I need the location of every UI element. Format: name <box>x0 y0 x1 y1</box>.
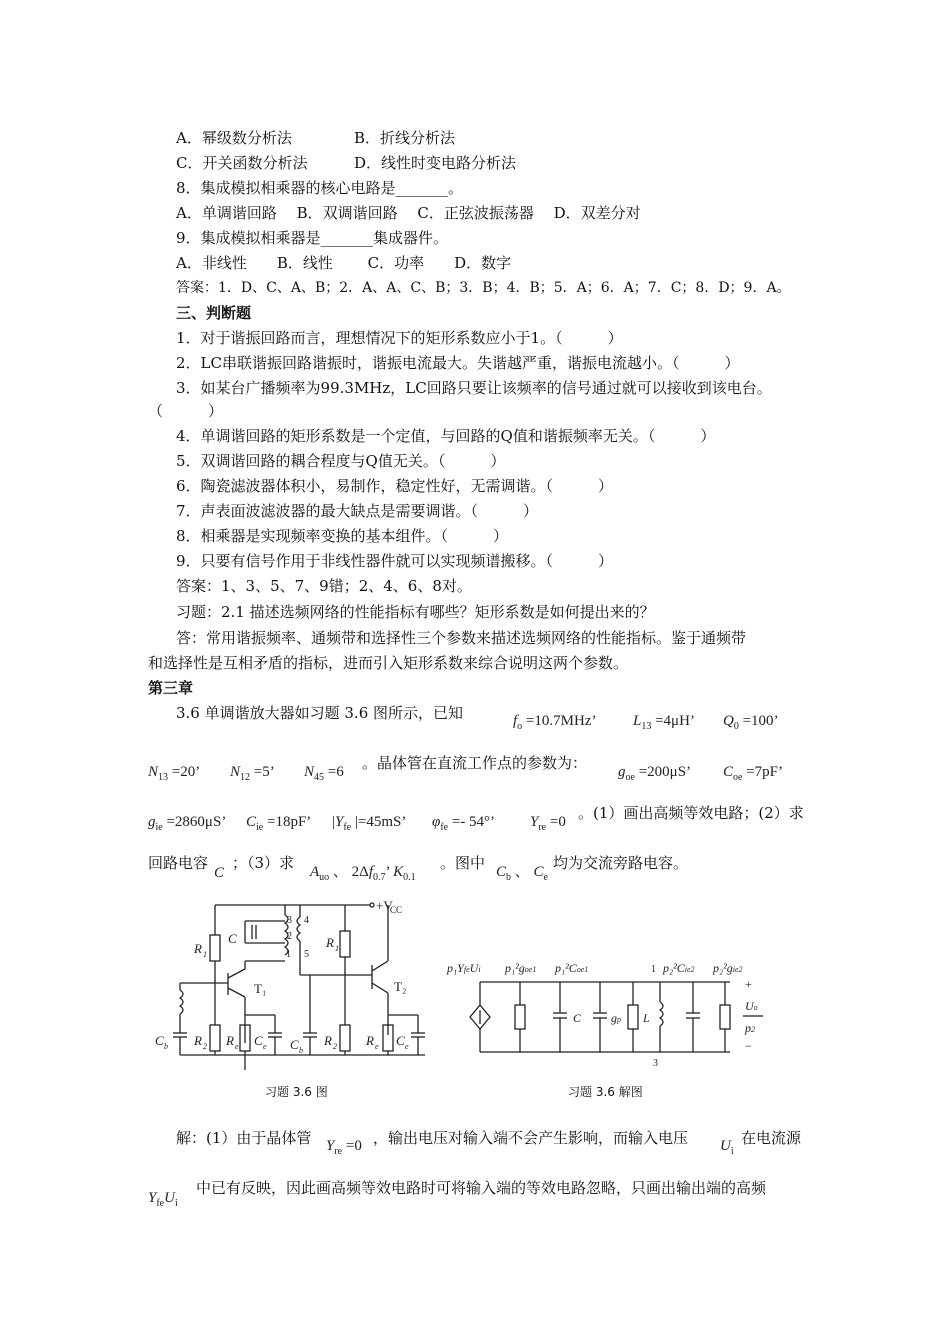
param-N12: $N_{12} =5$’ <box>230 764 275 783</box>
param-phi-fe: $\varphi_{fe} =- 54^\circ$’ <box>432 814 496 833</box>
symbols-Cb-Ce: $C_b$ 、 $C_e$ <box>496 864 548 883</box>
svg-text:e: e <box>375 1042 379 1051</box>
svg-text:C: C <box>155 1033 164 1048</box>
q7-option-c: C．开关函数分析法 <box>176 154 308 172</box>
tf-q3-line1: 3．如某台广播频率为99.3MHz，LC回路只要让该频率的信号通过就可以接收到该电台。 <box>176 379 772 397</box>
q8-options: A．单调谐回路 B．双调谐回路 C．正弦波振荡器 D．双差分对 <box>176 204 641 222</box>
svg-text:gp: gp <box>611 1011 621 1025</box>
chapter3-title: 第三章 <box>148 679 194 697</box>
svg-text:R: R <box>194 1033 202 1048</box>
section3-title: 三、判断题 <box>176 304 252 322</box>
svg-text:e: e <box>263 1042 267 1051</box>
solution-line2: 中已有反映，因此画高频等效电路时可将输入端的等效电路忽略，只画出输出端的高频 <box>196 1179 767 1197</box>
svg-text:p₂²Cie2: p₂²Cie2 <box>663 961 695 975</box>
dc-point-text: 。晶体管在直流工作点的参数为： <box>362 754 588 772</box>
svg-text:e: e <box>235 1042 239 1051</box>
tf-q2: 2．LC串联谐振回路谐振时，谐振电流最大。失谐越严重，谐振电流越小。（ ） <box>176 354 740 372</box>
tf-q8: 8．相乘器是实现频率变换的基本组件。（ ） <box>176 527 509 545</box>
param-Q0: $Q_0 =100$’ <box>723 713 779 732</box>
svg-text:R: R <box>194 941 202 956</box>
solution-YfeUi: $Y_{fe}U_i$ <box>148 1190 178 1209</box>
svg-text:p₁²Coe1: p₁²Coe1 <box>555 961 589 975</box>
param-Coe: $C_{oe} =7pF$’ <box>723 764 784 783</box>
q7-option-a: A．幂级数分析法 <box>176 129 292 147</box>
requirements-text: 。(1）画出高频等效电路；(2）求 <box>578 804 804 822</box>
svg-text:3: 3 <box>287 915 292 926</box>
param-gie: $g_{ie} =2860\mu S$’ <box>148 814 227 833</box>
solution-line1c: 在电流源 <box>741 1129 802 1147</box>
svg-text:1: 1 <box>286 949 291 960</box>
param-Cie: $C_{ie} =18pF$’ <box>246 814 312 833</box>
equivalent-circuit-diagram <box>445 950 780 1070</box>
svg-text:p₂²gie2: p₂²gie2 <box>713 961 743 975</box>
param-Yfe: $|Y_{fe}$ |=45mS’ <box>332 814 407 833</box>
svg-text:C: C <box>290 1037 299 1052</box>
solution-Yre: $Y_{re} =0$ <box>326 1138 362 1157</box>
answer-choice: 答案：1．D、C、A、B；2．A、A、C、B；3．B；4．B；5．A；6．A；7．C；8．D；9．A。 <box>176 280 791 296</box>
tf-q1: 1．对于谐振回路而言，理想情况下的矩形系数应小于1。（ ） <box>176 329 623 347</box>
svg-text:3: 3 <box>653 1058 658 1069</box>
svg-text:1: 1 <box>335 944 339 953</box>
right-figure-caption: 习题 3.6 解图 <box>568 1085 643 1099</box>
svg-text:2: 2 <box>333 1042 337 1051</box>
svg-text:R: R <box>366 1033 374 1048</box>
exercise-2-1-answer-line1: 答：常用谐振频率、通频带和选择性三个参数来描述选频网络的性能指标。鉴于通频带 <box>176 629 747 647</box>
svg-text:R: R <box>226 1033 234 1048</box>
svg-text:−: − <box>745 1039 752 1053</box>
svg-text:p₁YfeUi: p₁YfeUi <box>447 961 481 975</box>
solution-line1a: 解：(1）由于晶体管 <box>176 1129 312 1147</box>
svg-text:1: 1 <box>203 950 207 959</box>
left-figure-caption: 习题 3.6 图 <box>265 1085 328 1099</box>
svg-text:b: b <box>299 1046 303 1055</box>
svg-text:b: b <box>164 1042 168 1051</box>
req-find-label: ；（3）求 <box>232 854 295 872</box>
param-goe: $g_{oe} =200\mu S$’ <box>618 764 692 783</box>
req-capacitor-label: 回路电容 <box>148 854 209 872</box>
q7-option-d: D．线性时变电路分析法 <box>354 154 517 172</box>
exercise-2-1-answer-line2: 和选择性是互相矛盾的指标，进而引入矩形系数来综合说明这两个参数。 <box>148 654 629 672</box>
tf-q6: 6．陶瓷滤波器体积小，易制作，稳定性好，无需调谐。（ ） <box>176 477 614 495</box>
q9-options: A．非线性 B．线性 C．功率 D．数字 <box>176 254 512 272</box>
vcc-label: +V <box>376 898 393 913</box>
circuit-diagram <box>150 895 440 1085</box>
svg-text:Uo: Uo <box>745 999 758 1013</box>
q8-text: 8．集成模拟相乘器的核心电路是_______。 <box>176 179 464 197</box>
req-in-figure: 。图中 <box>440 854 486 872</box>
svg-text:C: C <box>573 1011 582 1025</box>
svg-text:2: 2 <box>203 1042 207 1051</box>
svg-text:p2: p2 <box>745 1021 755 1035</box>
exercise-2-1-question: 习题：2.1 描述选频网络的性能指标有哪些？矩形系数是如何提出来的？ <box>176 603 655 621</box>
problem-3-6-intro: 3.6 单调谐放大器如习题 3.6 图所示，已知 <box>176 704 464 722</box>
svg-text:5: 5 <box>304 949 309 960</box>
svg-text:1: 1 <box>651 964 656 975</box>
svg-text:4: 4 <box>304 915 309 926</box>
tf-q3-line2: （ ） <box>148 402 224 420</box>
svg-text:p₁²goe1: p₁²goe1 <box>505 961 537 975</box>
symbol-C: C <box>214 865 225 881</box>
param-f0: $f_o =10.7MHz$’ <box>513 713 597 732</box>
t2-label: T₂ <box>394 979 407 994</box>
svg-text:C: C <box>228 931 237 946</box>
param-L13: $L_{13} =4\mu H$’ <box>633 713 695 732</box>
param-N45: $N_{45} =6$ <box>304 764 344 783</box>
q9-text: 9．集成模拟相乘器是_______集成器件。 <box>176 229 449 247</box>
svg-text:C: C <box>396 1033 405 1048</box>
tf-q4: 4．单调谐回路的矩形系数是一个定值，与回路的Q值和谐振频率无关。（ ） <box>176 427 716 445</box>
svg-text:L: L <box>643 1011 650 1025</box>
req-bypass-text: 均为交流旁路电容。 <box>553 854 689 872</box>
svg-text:2: 2 <box>287 931 292 942</box>
svg-text:+: + <box>745 977 752 991</box>
tf-q5: 5．双调谐回路的耦合程度与Q值无关。（ ） <box>176 452 506 470</box>
svg-text:e: e <box>405 1042 409 1051</box>
t1-label: T₁ <box>254 981 267 996</box>
svg-text:C: C <box>254 1033 263 1048</box>
svg-text:R: R <box>324 1033 332 1048</box>
svg-text:R: R <box>326 935 334 950</box>
tf-answer: 答案：1、3、5、7、9错；2、4、6、8对。 <box>176 577 472 595</box>
param-N13: $N_{13} =20$’ <box>148 764 201 783</box>
solution-line1b: ，输出电压对输入端不会产生影响，而输入电压 <box>373 1129 689 1147</box>
tf-q7: 7．声表面波滤波器的最大缺点是需要调谐。（ ） <box>176 502 539 520</box>
param-Yre: $Y_{re} =0$ <box>530 814 566 833</box>
symbols-Auo-bw-K: $A_{uo}$ 、 $2\Delta f_{0.7}$’ $K_{0.1}$ <box>310 864 416 883</box>
vcc-sub-label: CC <box>390 905 403 915</box>
q7-option-b: B．折线分析法 <box>354 129 456 147</box>
tf-q9: 9．只要有信号作用于非线性器件就可以实现频谱搬移。（ ） <box>176 552 614 570</box>
solution-Ui: $U_i$ <box>720 1138 734 1157</box>
